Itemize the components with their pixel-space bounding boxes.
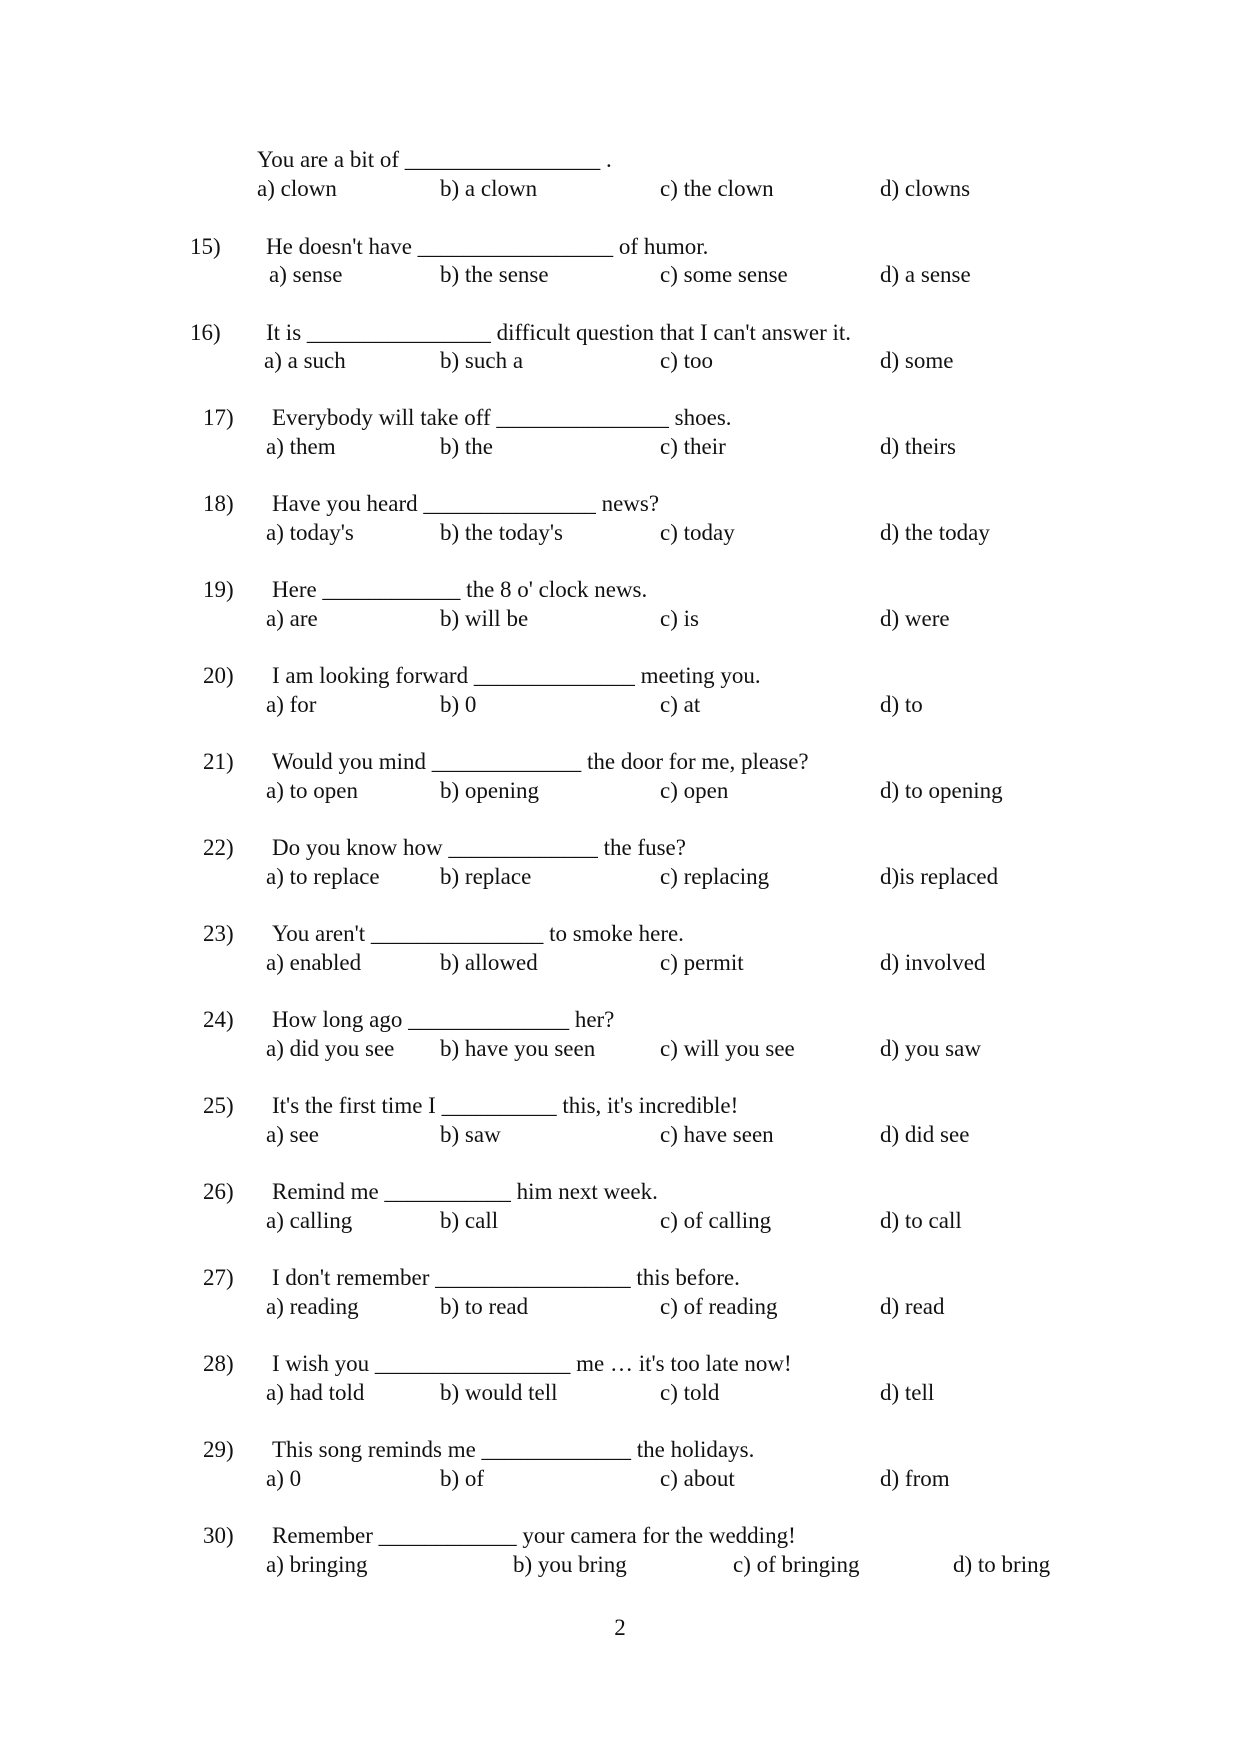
option-b: b) allowed <box>440 950 538 975</box>
option-d: d) you saw <box>880 1036 981 1061</box>
question-stem: It's the first time I __________ this, it's incredible! <box>272 1093 739 1118</box>
option-b: b) have you seen <box>440 1036 596 1061</box>
question-stem: Remember ____________ your camera for the wedding! <box>272 1523 796 1548</box>
option-c: c) some sense <box>660 262 788 287</box>
option-b: b) 0 <box>440 692 477 717</box>
question-stem: You are a bit of _________________ . <box>257 147 612 172</box>
option-d: d) theirs <box>880 434 957 459</box>
option-a: a) see <box>266 1122 319 1147</box>
option-c: c) permit <box>660 950 744 975</box>
option-b: b) call <box>440 1208 499 1233</box>
option-c: c) of bringing <box>733 1552 860 1577</box>
question-number: 17) <box>203 405 234 430</box>
option-d: d)is replaced <box>880 864 999 889</box>
option-d: d) read <box>880 1294 945 1319</box>
question-number: 24) <box>203 1007 234 1032</box>
question-stem: I don't remember _________________ this before. <box>272 1265 740 1290</box>
question-stem: Here ____________ the 8 o' clock news. <box>272 577 648 602</box>
option-d: d) from <box>880 1466 950 1491</box>
option-c: c) of reading <box>660 1294 778 1319</box>
question-number: 15) <box>190 234 221 259</box>
option-c: c) the clown <box>660 176 774 201</box>
question-number: 30) <box>203 1523 234 1548</box>
option-c: c) too <box>660 348 714 373</box>
option-c: c) is <box>660 606 699 631</box>
option-c: c) replacing <box>660 864 770 889</box>
question-stem: I wish you _________________ me … it's too late now! <box>272 1351 792 1376</box>
option-c: c) today <box>660 520 735 545</box>
option-b: b) the sense <box>440 262 549 287</box>
option-a: a) them <box>266 434 336 459</box>
question-stem: Do you know how _____________ the fuse? <box>272 835 686 860</box>
option-a: a) to open <box>266 778 358 803</box>
option-c: c) will you see <box>660 1036 795 1061</box>
question-number: 27) <box>203 1265 234 1290</box>
question-stem: Remind me ___________ him next week. <box>272 1179 658 1204</box>
option-c: c) open <box>660 778 729 803</box>
option-a: a) did you see <box>266 1036 395 1061</box>
option-b: b) such a <box>440 348 524 373</box>
page-number: 2 <box>614 1615 626 1640</box>
question-number: 21) <box>203 749 234 774</box>
question-stem: You aren't _______________ to smoke here. <box>272 921 684 946</box>
question-stem: Have you heard _______________ news? <box>272 491 660 516</box>
option-a: a) for <box>266 692 317 717</box>
option-d: d) to <box>880 692 923 717</box>
option-c: c) told <box>660 1380 720 1405</box>
question-number: 16) <box>190 320 221 345</box>
option-b: b) you bring <box>513 1552 627 1577</box>
option-a: a) reading <box>266 1294 359 1319</box>
question-number: 25) <box>203 1093 234 1118</box>
option-c: c) of calling <box>660 1208 772 1233</box>
question-stem: It is ________________ difficult question that I can't answer it. <box>266 320 852 345</box>
question-stem: He doesn't have _________________ of humor. <box>266 234 709 259</box>
option-d: d) to call <box>880 1208 962 1233</box>
question-number: 20) <box>203 663 234 688</box>
option-b: b) saw <box>440 1122 501 1147</box>
option-a: a) a such <box>264 348 346 373</box>
option-d: d) involved <box>880 950 986 975</box>
option-c: c) their <box>660 434 726 459</box>
question-stem: Would you mind _____________ the door for me, please? <box>272 749 809 774</box>
question-stem: Everybody will take off _______________ shoes. <box>272 405 732 430</box>
question-stem: This song reminds me _____________ the holidays. <box>272 1437 755 1462</box>
option-d: d) some <box>880 348 954 373</box>
question-number: 23) <box>203 921 234 946</box>
option-a: a) to replace <box>266 864 380 889</box>
question-number: 19) <box>203 577 234 602</box>
question-number: 29) <box>203 1437 234 1462</box>
option-d: d) clowns <box>880 176 971 201</box>
option-d: d) did see <box>880 1122 970 1147</box>
option-d: d) were <box>880 606 950 631</box>
option-b: b) the <box>440 434 494 459</box>
option-a: a) clown <box>257 176 337 201</box>
question-number: 18) <box>203 491 234 516</box>
question-number: 28) <box>203 1351 234 1376</box>
option-d: d) the today <box>880 520 990 545</box>
question-stem: How long ago ______________ her? <box>272 1007 615 1032</box>
option-b: b) replace <box>440 864 532 889</box>
question-number: 22) <box>203 835 234 860</box>
option-c: c) about <box>660 1466 735 1491</box>
option-b: b) of <box>440 1466 485 1491</box>
option-b: b) will be <box>440 606 529 631</box>
option-d: d) tell <box>880 1380 935 1405</box>
option-b: b) opening <box>440 778 540 803</box>
option-b: b) the today's <box>440 520 563 545</box>
option-b: b) to read <box>440 1294 529 1319</box>
option-d: d) a sense <box>880 262 971 287</box>
option-c: c) have seen <box>660 1122 774 1147</box>
question-stem: I am looking forward ______________ meeting you. <box>272 663 761 688</box>
option-d: d) to opening <box>880 778 1003 803</box>
question-number: 26) <box>203 1179 234 1204</box>
option-b: b) a clown <box>440 176 538 201</box>
option-a: a) 0 <box>266 1466 302 1491</box>
option-b: b) would tell <box>440 1380 558 1405</box>
option-a: a) are <box>266 606 318 631</box>
option-a: a) sense <box>269 262 343 287</box>
option-a: a) had told <box>266 1380 365 1405</box>
option-a: a) calling <box>266 1208 353 1233</box>
option-c: c) at <box>660 692 701 717</box>
option-a: a) today's <box>266 520 354 545</box>
option-d: d) to bring <box>953 1552 1051 1577</box>
option-a: a) enabled <box>266 950 362 975</box>
option-a: a) bringing <box>266 1552 368 1577</box>
